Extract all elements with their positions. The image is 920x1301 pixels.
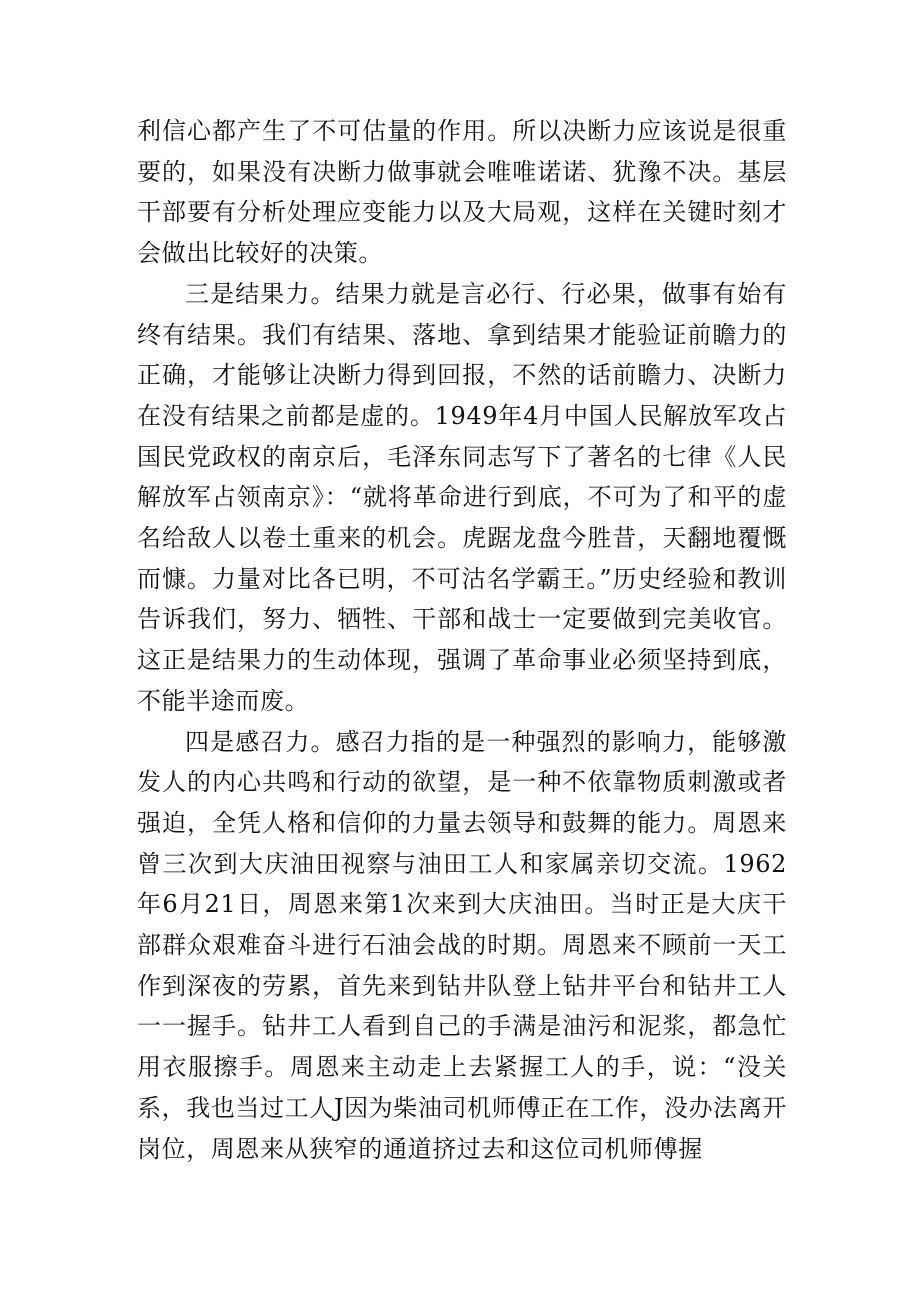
paragraph-result-power: 三是结果力。结果力就是言必行、行必果，做事有始有终有结果。我们有结果、落地、拿到结果才能验证前瞻力的正确，才能够让决断力得到回报，不然的话前瞻力、决断力在没有结果之前都是虚的。1949年4月中国人民解放军攻占国民党政权的南京后，毛泽东同志写下了著名的七律《人民解放军占领南京》：“就将革命进行到底，不可为了和平的虚名给敌人以卷土重来的机会。虎踞龙盘今胜昔，天翻地覆慨而慷。力量对比各已明，不可沽名学霸王。”历史经验和教训告诉我们，努力、牺牲、干部和战士一定要做到完美收官。这正是结果力的生动体现，强调了革命事业必须坚持到底，不能半途而废。 — [137, 279, 787, 715]
document-body — [137, 111, 787, 1169]
paragraph-charisma: 四是感召力。感召力指的是一种强烈的影响力，能够激发人的内心共鸣和行动的欲望，是一种不依靠物质刺激或者强迫，全凭人格和信仰的力量去领导和鼓舞的能力。周恩来曾三次到大庆油田视察与油田工人和家属亲切交流。1962年6月21日，周恩来第1次来到大庆油田。当时正是大庆干部群众艰难奋斗进行石油会战的时期。周恩来不顾前一天工作到深夜的劳累，首先来到钻井队登上钻井平台和钻井工人一一握手。钻井工人看到自己的手满是油污和泥浆，都急忙用衣服擦手。周恩来主动走上去紧握工人的手，说：“没关系，我也当过工人J因为柴油司机师傅正在工作，没办法离开岗位，周恩来从狭窄的通道挤过去和这位司机师傅握 — [137, 727, 787, 1163]
paragraph-decisiveness-end: 利信心都产生了不可估量的作用。所以决断力应该说是很重要的，如果没有决断力做事就会唯唯诺诺、犹豫不决。基层干部要有分析处理应变能力以及大局观，这样在关键时刻才会做出比较好的决策。 — [137, 117, 787, 268]
